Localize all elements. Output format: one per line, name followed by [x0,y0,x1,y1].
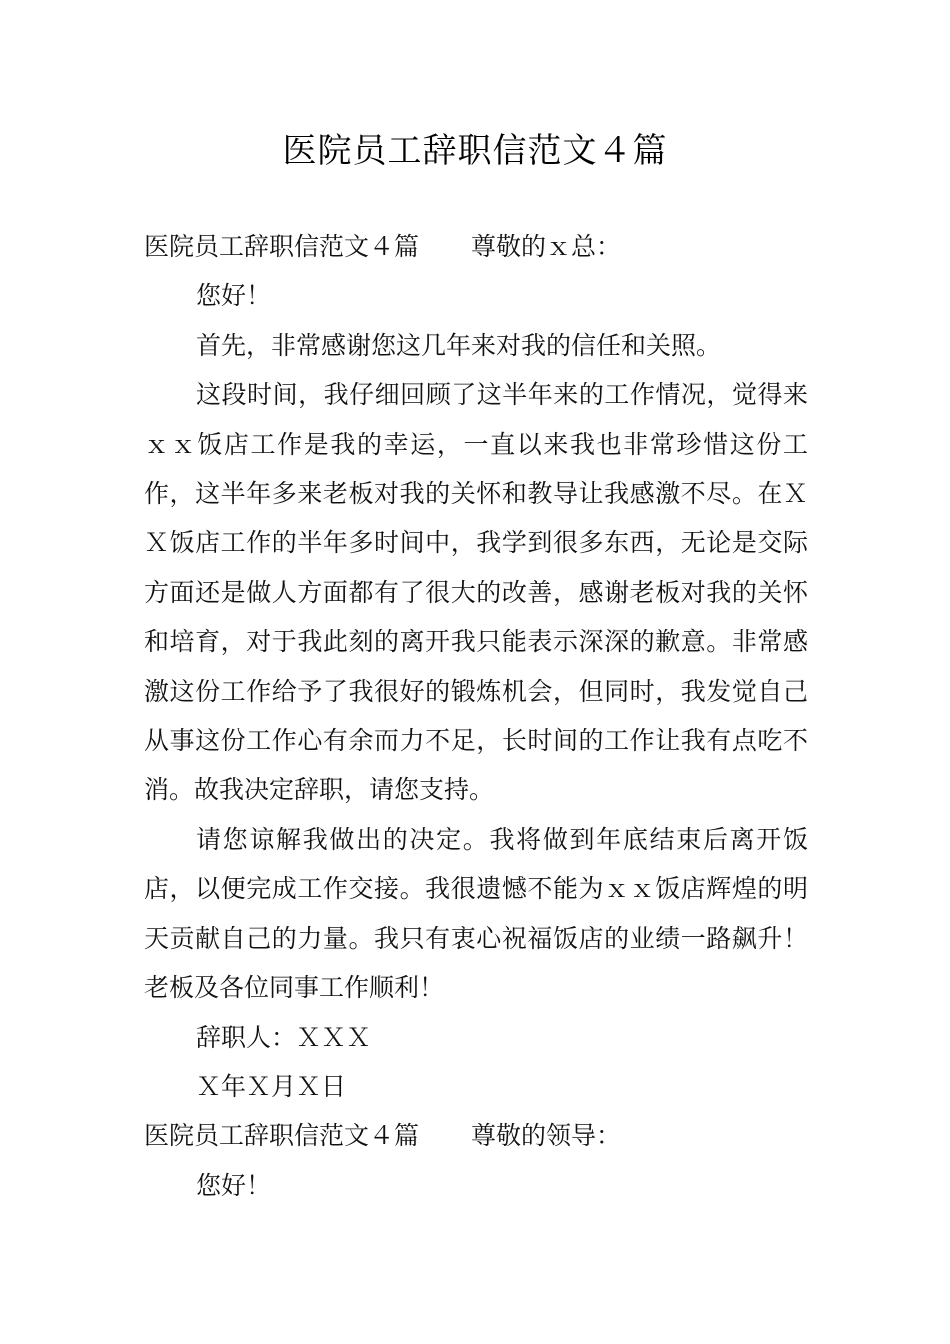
letter1-heading: 医院员工辞职信范文４篇 [144,232,420,261]
letter1-heading-line [144,222,808,271]
letter1-salutation: 尊敬的ｘ总： [471,232,622,261]
letter1-paragraph-3: 请您谅解我做出的决定。我将做到年底结束后离开饭店，以便完成工作交接。我很遗憾不能为ｘｘ饭店辉煌的明天贡献自己的力量。我只有衷心祝福饭店的业绩一路飙升！老板及各位同事工作顺利！ [144,824,808,1003]
letter2-salutation: 尊敬的领导： [471,1121,622,1151]
letter1-signer: 辞职人：ＸＸＸ [196,1022,372,1052]
letter1-paragraph-1: 首先，非常感谢您这几年来对我的信任和关照。 [196,330,722,360]
letter1-date: Ｘ年Ｘ月Ｘ日 [196,1071,347,1101]
letter2-heading: 医院员工辞职信范文４篇 [144,1121,420,1151]
document-title: 医院员工辞职信范文４篇 [282,131,668,171]
document-body [144,222,808,1210]
letter2-greeting: 您好！ [196,1170,272,1200]
letter2-heading-line [144,1111,808,1160]
letter1-paragraph-2: 这段时间，我仔细回顾了这半年来的工作情况，觉得来ｘｘ饭店工作是我的幸运，一直以来我也非常珍惜这份工作，这半年多来老板对我的关怀和教导让我感激不尽。在ＸＸ饭店工作的半年多时间中，我学到很多东西，无论是交际方面还是做人方面都有了很大的改善，感谢老板对我的关怀和培育，对于我此刻的离开我只能表示深深的歉意。非常感激这份工作给予了我很好的锻炼机会，但同时，我发觉自己从事这份工作心有余而力不足，长时间的工作让我有点吃不消。故我决定辞职，请您支持。 [144,380,808,805]
letter1-greeting: 您好！ [196,281,272,311]
